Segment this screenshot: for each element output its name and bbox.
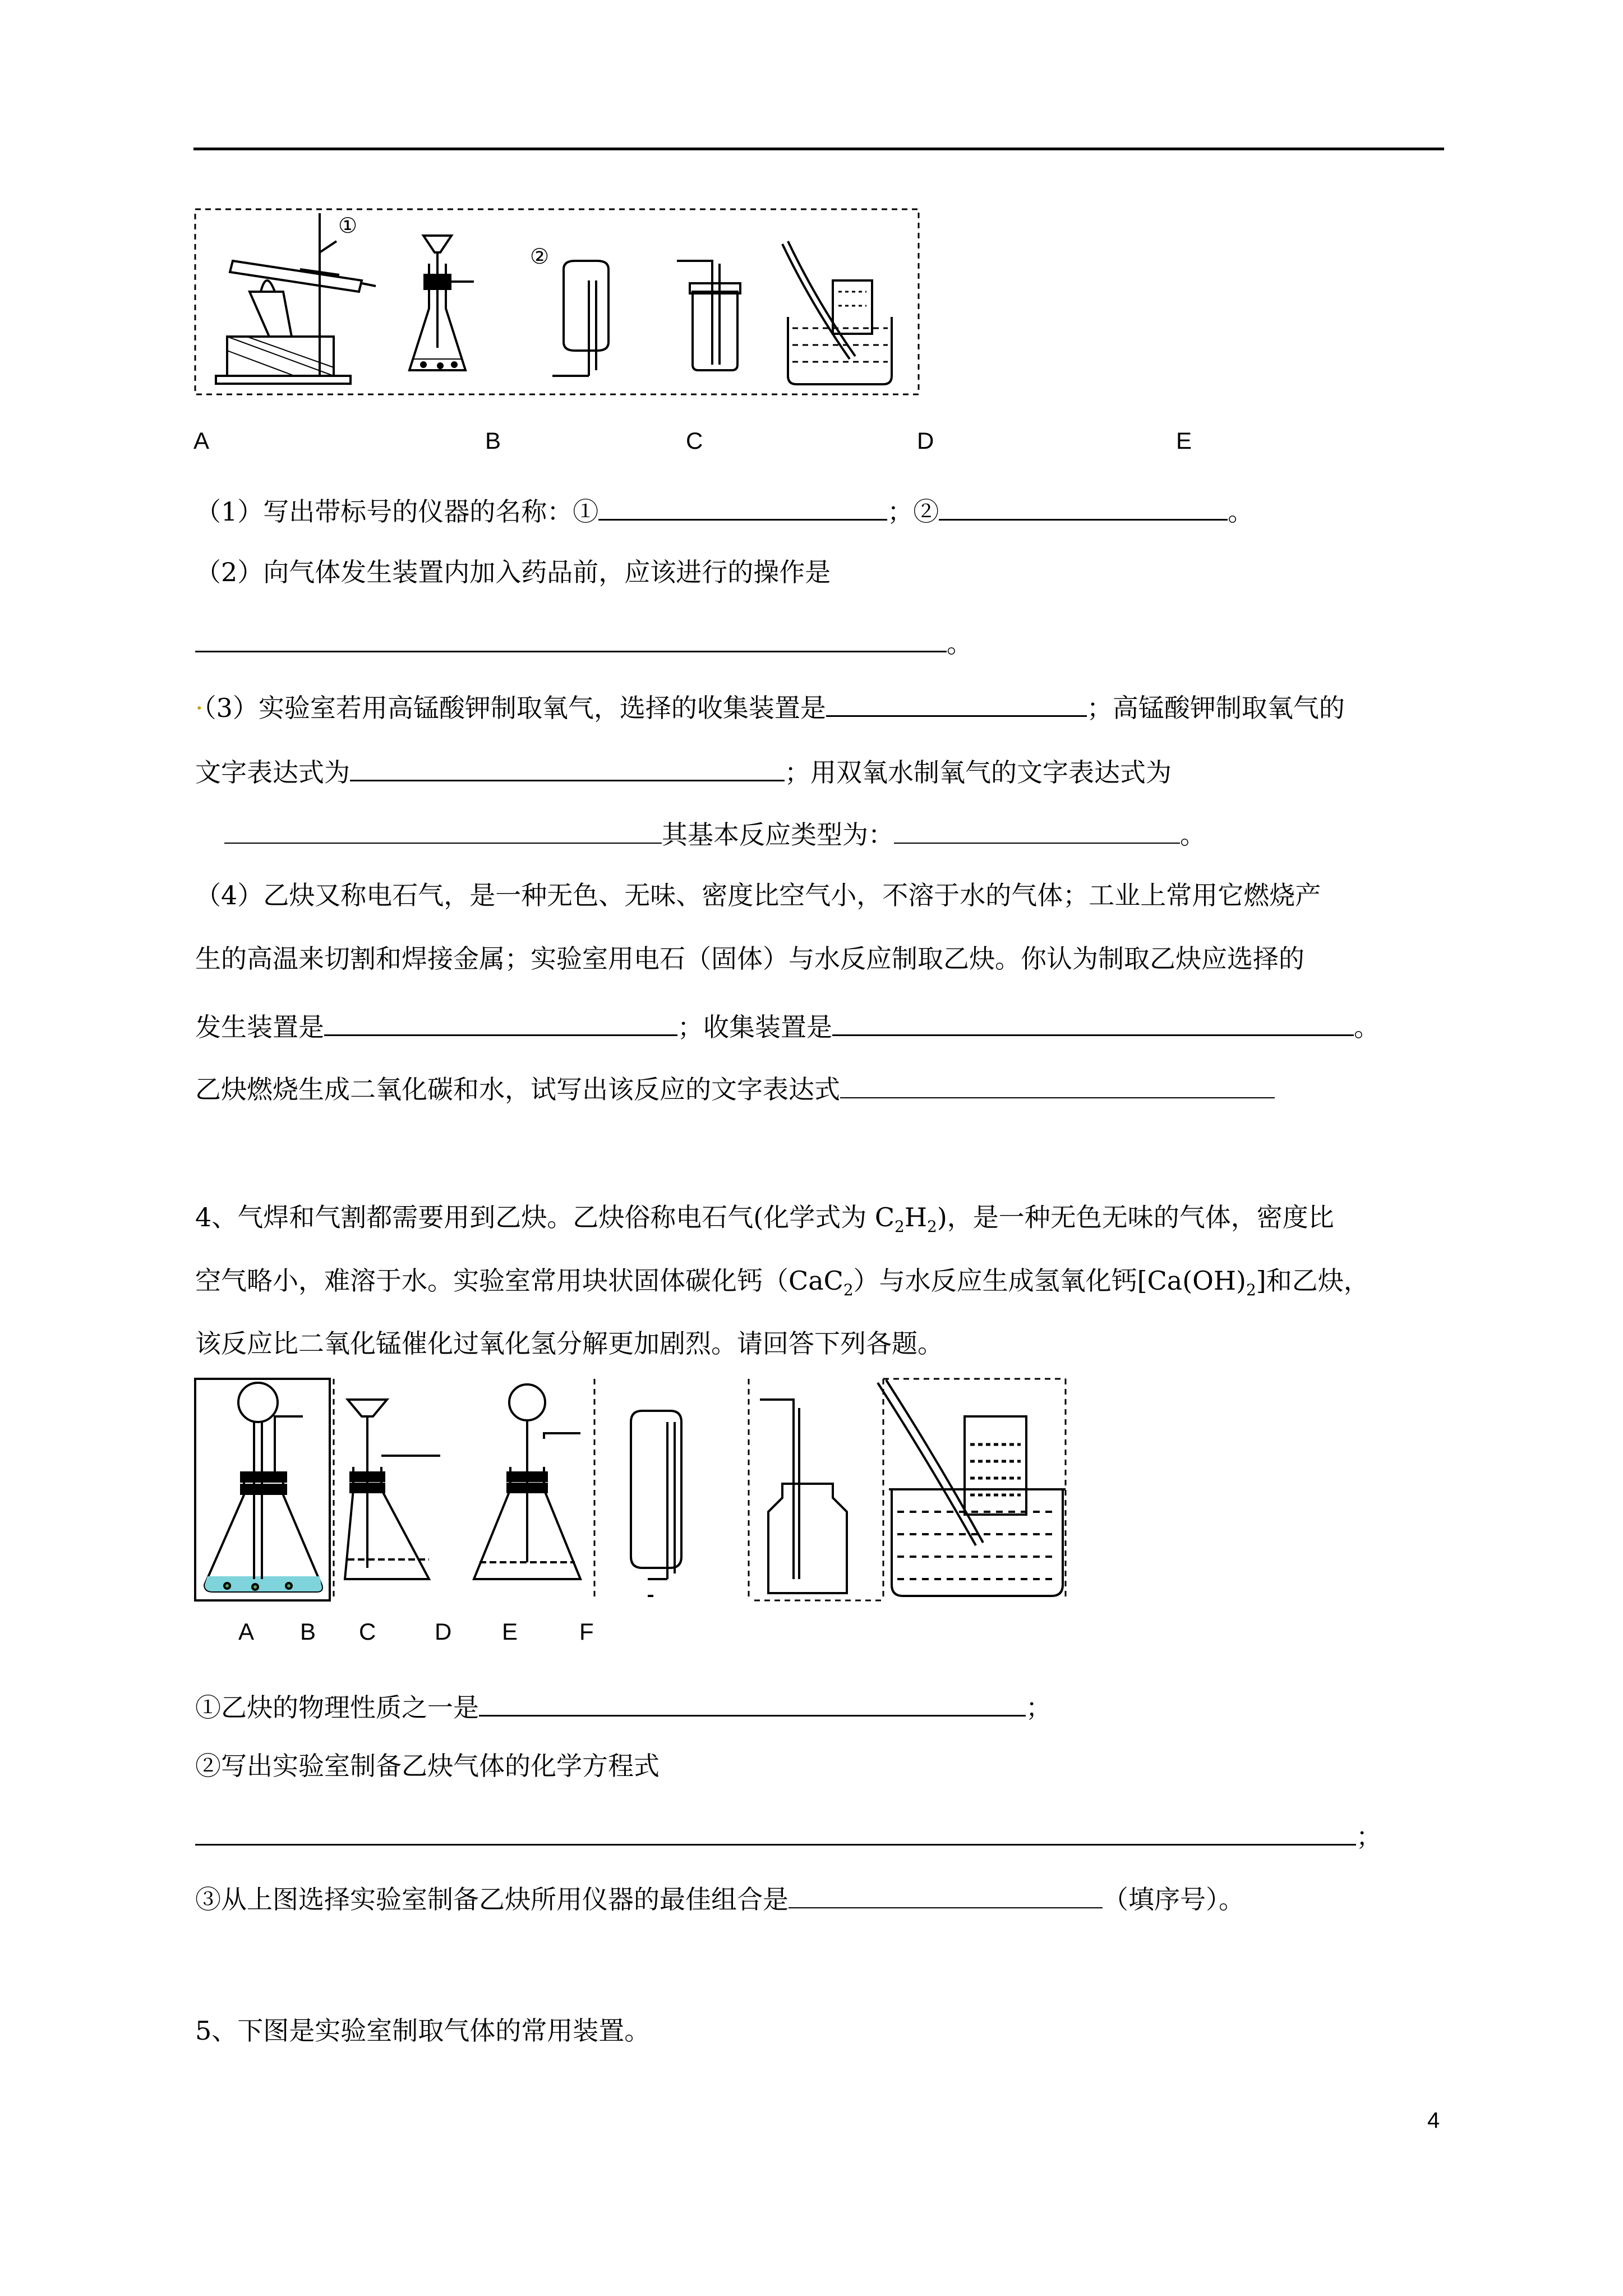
q3-part4-line2: 生的高温来切割和焊接金属；实验室用电石（固体）与水反应制取乙炔。你认为制取乙炔应选择的 xyxy=(195,944,1304,974)
label-2-d: D xyxy=(435,1618,452,1645)
answer-blank-4[interactable] xyxy=(826,686,1087,717)
apparatus-e xyxy=(782,241,892,384)
label-2-b: B xyxy=(300,1618,316,1645)
apparatus-2-a xyxy=(195,1379,330,1600)
answer-blank-10[interactable] xyxy=(840,1068,1275,1098)
q4-sub3: ③从上图选择实验室制备乙炔所用仪器的最佳组合是 （填序号）。 xyxy=(195,1878,1244,1916)
answer-blank-6[interactable] xyxy=(224,813,662,844)
answer-blank-2[interactable] xyxy=(939,490,1228,521)
apparatus-d xyxy=(677,261,740,370)
q3-part3-line3: 其基本反应类型为： 。 xyxy=(224,813,1206,852)
apparatus-2-b xyxy=(334,1379,440,1600)
answer-blank-8[interactable] xyxy=(324,1005,677,1036)
label-2-c: C xyxy=(359,1618,376,1645)
q3-part4-line4: 乙炔燃烧生成二氧化碳和水，试写出该反应的文字表达式 xyxy=(195,1068,1275,1106)
answer-blank-7[interactable] xyxy=(894,813,1180,844)
answer-blank-1[interactable] xyxy=(598,490,887,521)
label-2-e: E xyxy=(502,1618,518,1645)
q4-line3: 该反应比二氧化锰催化过氧化氢分解更加剧烈。请回答下列各题。 xyxy=(195,1328,943,1359)
answer-blank-12[interactable] xyxy=(195,1815,1356,1846)
apparatus-a xyxy=(216,213,376,384)
q3-part3-line2: 文字表达式为 ；用双氧水制氧气的文字表达式为 xyxy=(195,751,1172,789)
apparatus-figure-2 xyxy=(193,1377,1068,1602)
answer-blank-9[interactable] xyxy=(832,1005,1354,1036)
label-b: B xyxy=(485,427,501,454)
q4-sub2: ②写出实验室制备乙炔气体的化学方程式 xyxy=(195,1751,660,1781)
label-c: C xyxy=(686,427,703,454)
answer-blank-3[interactable] xyxy=(195,622,947,652)
q3-part3-line1: ·（3）实验室若用高锰酸钾制取氧气，选择的收集装置是 ；高锰酸钾制取氧气的 xyxy=(195,686,1345,725)
apparatus-2-c xyxy=(474,1379,594,1600)
marker-1: ① xyxy=(338,213,358,238)
label-a: A xyxy=(193,427,210,454)
answer-blank-5[interactable] xyxy=(350,751,785,781)
q3-part2: （2）向气体发生装置内加入药品前，应该进行的操作是 xyxy=(195,557,831,587)
header-rule xyxy=(193,148,1444,150)
page-number: 4 xyxy=(1427,2108,1440,2133)
q3-part2-answer: 。 xyxy=(195,622,972,660)
label-e: E xyxy=(1176,427,1192,454)
marker-2: ② xyxy=(530,244,550,269)
apparatus-2-f xyxy=(878,1379,1066,1600)
apparatus-2-e xyxy=(754,1379,883,1600)
label-2-a: A xyxy=(238,1618,255,1645)
apparatus-c xyxy=(552,261,608,376)
q4-line2: 空气略小，难溶于水。实验室常用块状固体碳化钙（CaC$_2$）与水反应生成氢氧化钙$[Ca(OH)_2]$和乙炔， xyxy=(195,1266,1370,1300)
q3-part1: （1）写出带标号的仪器的名称：① ；② 。 xyxy=(195,490,1253,528)
q4-line1: 4、气焊和气割都需要用到乙炔。乙炔俗称电石气(化学式为 $C_2H_2$)，是一种无色无味的气体，密度比 xyxy=(195,1202,1334,1236)
q5-line1: 5、下图是实验室制取气体的常用装置。 xyxy=(195,2016,651,2046)
answer-blank-13[interactable] xyxy=(789,1878,1103,1908)
q4-sub1: ①乙炔的物理性质之一是 ； xyxy=(195,1686,1052,1724)
q3-part4-line3: 发生装置是 ；收集装置是 。 xyxy=(195,1005,1380,1044)
apparatus-2-d xyxy=(631,1379,749,1600)
label-d: D xyxy=(917,427,934,454)
q3-part4-line1: （4）乙炔又称电石气，是一种无色、无味、密度比空气小，不溶于水的气体；工业上常用它燃烧产 xyxy=(195,880,1321,910)
q4-sub2-answer: ； xyxy=(195,1815,1382,1853)
answer-blank-11[interactable] xyxy=(479,1686,1026,1717)
apparatus-b xyxy=(409,236,474,370)
apparatus-figure-1 xyxy=(193,208,923,398)
label-2-f: F xyxy=(579,1618,594,1645)
